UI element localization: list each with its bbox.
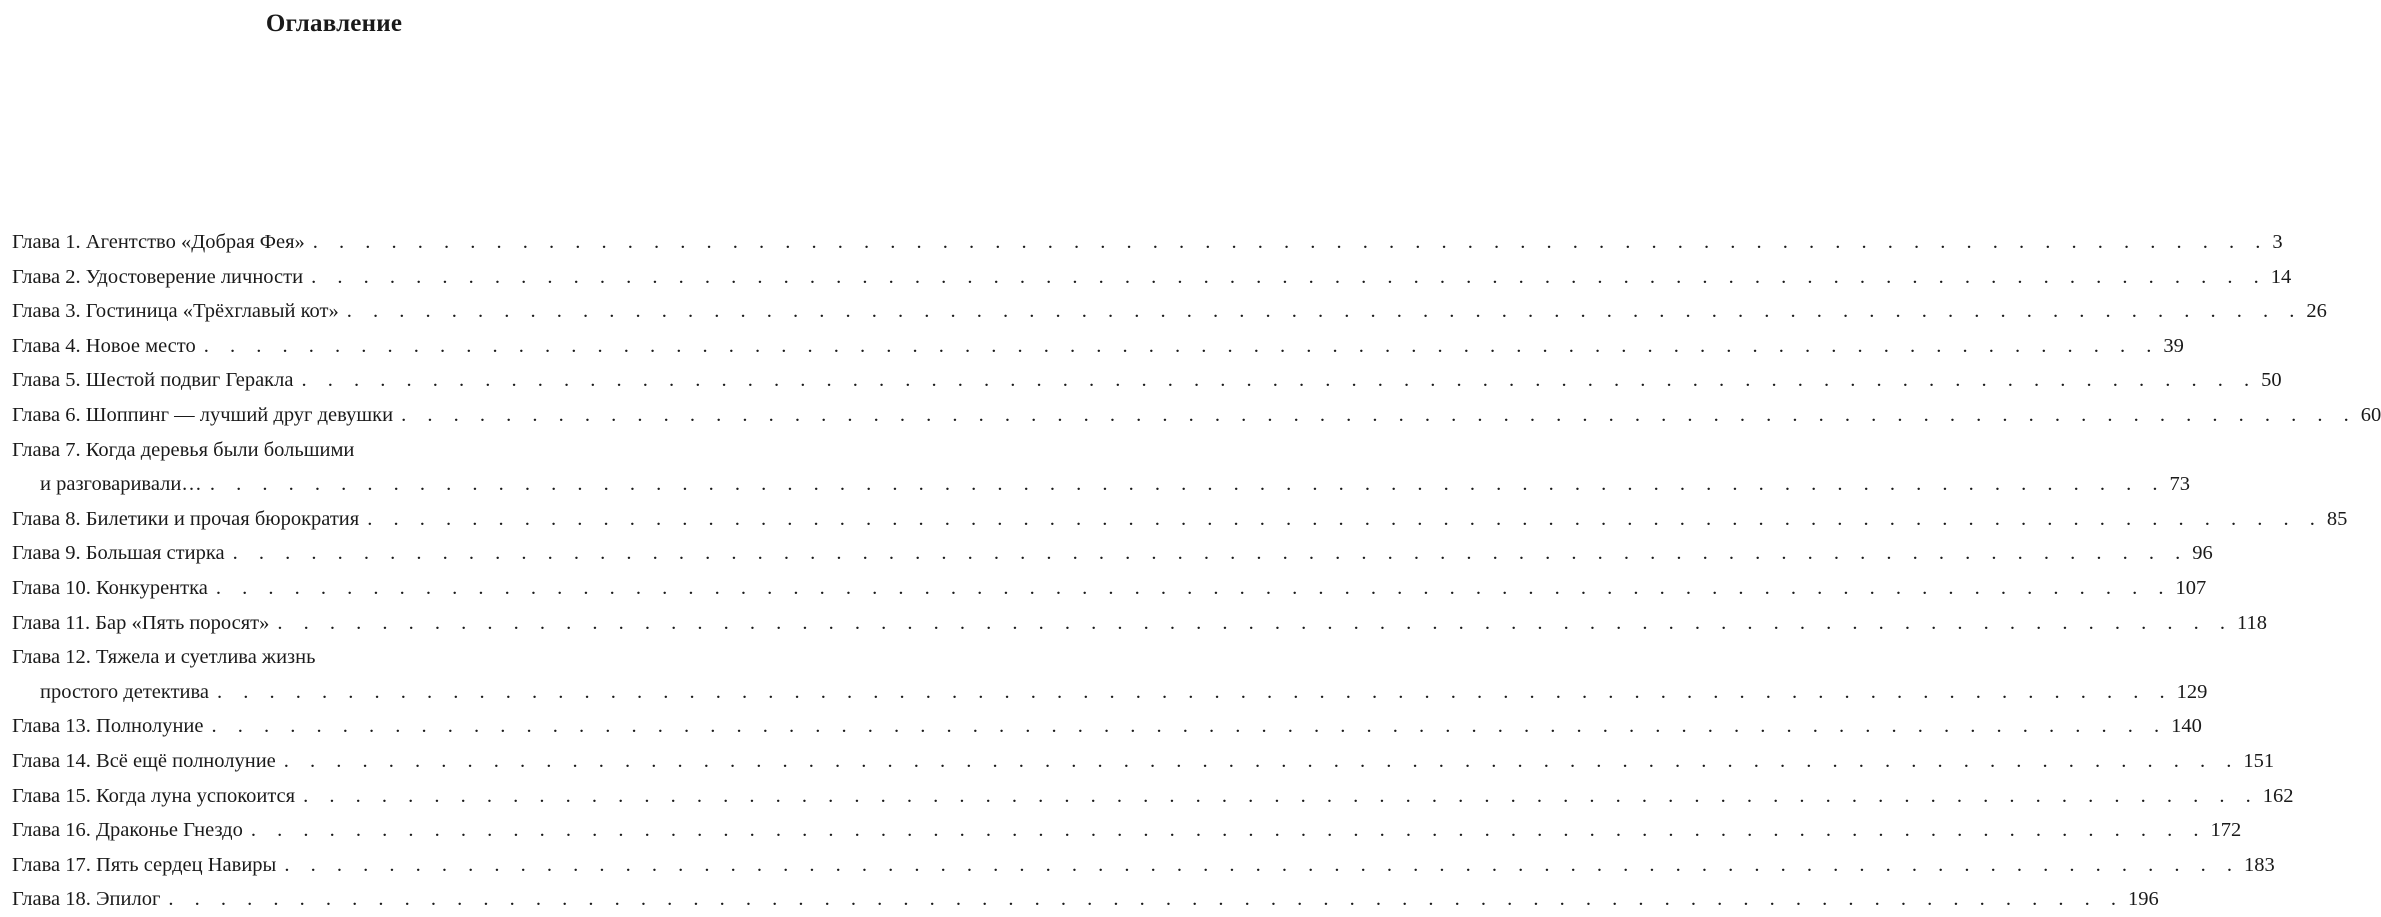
toc-entry-title: Глава 14. Всё ещё полнолуние: [12, 749, 276, 772]
toc-entry: [12, 363, 2282, 398]
toc-leader-dots: . . . . . . . . . . . . . . . . . . . . . . . . . . . . . . . . . . . . . . . . . . . . . . . . . . . . . . . . . . . . . . . . . . . . . . . . . . .: [217, 680, 2173, 703]
toc-leader-dots: . . . . . . . . . . . . . . . . . . . . . . . . . . . . . . . . . . . . . . . . . . . . . . . . . . . . . . . . . . . . . . . . . . . . . . . . . . .: [346, 300, 2303, 323]
toc-leader-dots: . . . . . . . . . . . . . . . . . . . . . . . . . . . . . . . . . . . . . . . . . . . . . . . . . . . . . . . . . . . . . . . . . . . . . . . . . . .: [367, 507, 2323, 530]
toc-entry-title: Глава 7. Когда деревья были большими: [12, 438, 355, 461]
toc-entry: [12, 398, 2381, 433]
toc-entry-first-line: [12, 433, 653, 468]
toc-entry-page: 96: [2192, 542, 2213, 565]
toc-leader-dots: . . . . . . . . . . . . . . . . . . . . . . . . . . . . . . . . . . . . . . . . . . . . . . . . . . . . . . . . . . . . . . . . . . . . . . . . . . .: [284, 853, 2240, 876]
toc-leader-dots: . . . . . . . . . . . . . . . . . . . . . . . . . . . . . . . . . . . . . . . . . . . . . . . . . . . . . . . . . . . . . . . . . . . . . . . . . . .: [312, 231, 2269, 253]
toc-entry-title: Глава 10. Конкурентка: [12, 576, 208, 599]
toc-entry-title: Глава 12. Тяжела и суетлива жизнь: [12, 646, 316, 669]
toc-entry-title: Глава 3. Гостиница «Трёхглавый кот»: [12, 300, 339, 323]
toc-entry-page: 183: [2243, 853, 2275, 876]
toc-entry-title: Глава 11. Бар «Пять поросят»: [12, 611, 270, 634]
toc-entry-page: 73: [2169, 473, 2190, 496]
toc-entry: [12, 225, 2283, 260]
toc-entry-page: 3: [2272, 231, 2283, 253]
toc-entry-title: Глава 5. Шестой подвиг Геракла: [12, 369, 294, 392]
toc-entry-continuation: [12, 467, 2190, 502]
toc-entry: [12, 709, 2202, 744]
toc-entry: [12, 779, 2294, 814]
toc-entry-page: 26: [2306, 300, 2327, 323]
toc-entry: [12, 571, 2207, 606]
toc-leader-dots: . . . . . . . . . . . . . . . . . . . . . . . . . . . . . . . . . . . . . . . . . . . . . . . . . . . . . . . . . . . . . . . . . . . . . . . . . . .: [311, 265, 2267, 288]
toc-entry-title: Глава 13. Полнолуние: [12, 715, 204, 738]
toc-leader-dots: . . . . . . . . . . . . . . . . . . . . . . . . . . . . . . . . . . . . . . . . . . . . . . . . . . . . . . . . . . . . . . . . . . . . . . . . . . .: [277, 611, 2234, 634]
toc-entry-page: 172: [2210, 819, 2242, 842]
toc-entry-continuation: [12, 675, 2208, 710]
toc-entry: [12, 294, 2327, 329]
toc-entry-title: Глава 4. Новое место: [12, 334, 196, 357]
toc-leader-dots: . . . . . . . . . . . . . . . . . . . . . . . . . . . . . . . . . . . . . . . . . . . . . . . . . . . . . . . . . . . . . . . . . . . . . . . . . . .: [168, 888, 2125, 911]
toc-leader-dots: . . . . . . . . . . . . . . . . . . . . . . . . . . . . . . . . . . . . . . . . . . . . . . . . . . . . . . . . . . . . . . . . . . . . . . . . . . .: [303, 784, 2259, 807]
toc-leader-dots: . . . . . . . . . . . . . . . . . . . . . . . . . . . . . . . . . . . . . . . . . . . . . . . . . . . . . . . . . . . . . . . . . . . . . . . . . . .: [203, 334, 2160, 357]
toc-entry-page: 107: [2175, 576, 2207, 599]
toc-entry: [12, 813, 2242, 848]
toc-entry-first-line: [12, 640, 653, 675]
toc-entry-title: Глава 1. Агентство «Добрая Фея»: [12, 231, 305, 253]
toc-entry-title: Глава 6. Шоппинг — лучший друг девушки: [12, 403, 394, 426]
toc-entry: [12, 606, 2268, 641]
toc-entry-page: 50: [2261, 369, 2282, 392]
toc-list: [12, 225, 2381, 917]
toc-entry-title-continuation: и разговаривали…: [40, 473, 202, 496]
toc-entry-title: Глава 9. Большая стирка: [12, 542, 225, 565]
toc-entry: [12, 848, 2275, 883]
toc-entry-page: 162: [2262, 784, 2294, 807]
toc-entry-page: 151: [2243, 749, 2275, 772]
toc-leader-dots: . . . . . . . . . . . . . . . . . . . . . . . . . . . . . . . . . . . . . . . . . . . . . . . . . . . . . . . . . . . . . . . . . . . . . . . . . . .: [283, 749, 2240, 772]
toc-leader-dots: . . . . . . . . . . . . . . . . . . . . . . . . . . . . . . . . . . . . . . . . . . . . . . . . . . . . . . . . . . . . . . . . . . . . . . . . . . .: [232, 542, 2189, 565]
toc-entry-page: 196: [2128, 888, 2159, 911]
toc-entry: [12, 744, 2275, 779]
toc-leader-dots: . . . . . . . . . . . . . . . . . . . . . . . . . . . . . . . . . . . . . . . . . . . . . . . . . . . . . . . . . . . . . . . . . . . . . . . . . . .: [401, 403, 2357, 426]
toc-entry-page: 118: [2237, 611, 2268, 634]
toc-entry-page: 85: [2326, 507, 2348, 530]
toc-leader-dots: . . . . . . . . . . . . . . . . . . . . . . . . . . . . . . . . . . . . . . . . . . . . . . . . . . . . . . . . . . . . . . . . . . . . . . . . . . .: [211, 715, 2168, 738]
toc-entry-title-continuation: простого детектива: [40, 680, 210, 703]
toc-entry: [12, 502, 2348, 537]
toc-entry-page: 140: [2171, 715, 2202, 738]
toc-entry-title: Глава 15. Когда луна успокоится: [12, 784, 296, 807]
toc-entry-title: Глава 2. Удостоверение личности: [12, 265, 304, 288]
toc-entry-title: Глава 16. Драконье Гнездо: [12, 819, 243, 842]
toc-leader-dots: . . . . . . . . . . . . . . . . . . . . . . . . . . . . . . . . . . . . . . . . . . . . . . . . . . . . . . . . . . . . . . . . . . . . . . . . . . .: [250, 819, 2207, 842]
toc-entry-page: 39: [2163, 334, 2184, 357]
toc-leader-dots: . . . . . . . . . . . . . . . . . . . . . . . . . . . . . . . . . . . . . . . . . . . . . . . . . . . . . . . . . . . . . . . . . . . . . . . . . . .: [215, 576, 2172, 599]
page-title: Оглавление: [265, 10, 403, 37]
toc-entry-title: Глава 17. Пять сердец Навиры: [12, 853, 277, 876]
toc-entry-page: 60: [2360, 403, 2381, 426]
toc-entry-title: Глава 8. Билетики и прочая бюрократия: [12, 507, 360, 530]
toc-entry: [12, 536, 2213, 571]
toc-entry-title: Глава 18. Эпилог: [12, 888, 161, 911]
toc-entry-page: 129: [2176, 680, 2208, 703]
toc-leader-dots: . . . . . . . . . . . . . . . . . . . . . . . . . . . . . . . . . . . . . . . . . . . . . . . . . . . . . . . . . . . . . . . . . . . . . . . . . . .: [301, 369, 2258, 392]
toc-entry-page: 14: [2270, 265, 2292, 288]
toc-entry: [12, 260, 2292, 295]
toc-leader-dots: . . . . . . . . . . . . . . . . . . . . . . . . . . . . . . . . . . . . . . . . . . . . . . . . . . . . . . . . . . . . . . . . . . . . . . . . . . .: [209, 473, 2166, 496]
toc-entry: [12, 882, 2159, 917]
toc-entry: [12, 329, 2184, 364]
